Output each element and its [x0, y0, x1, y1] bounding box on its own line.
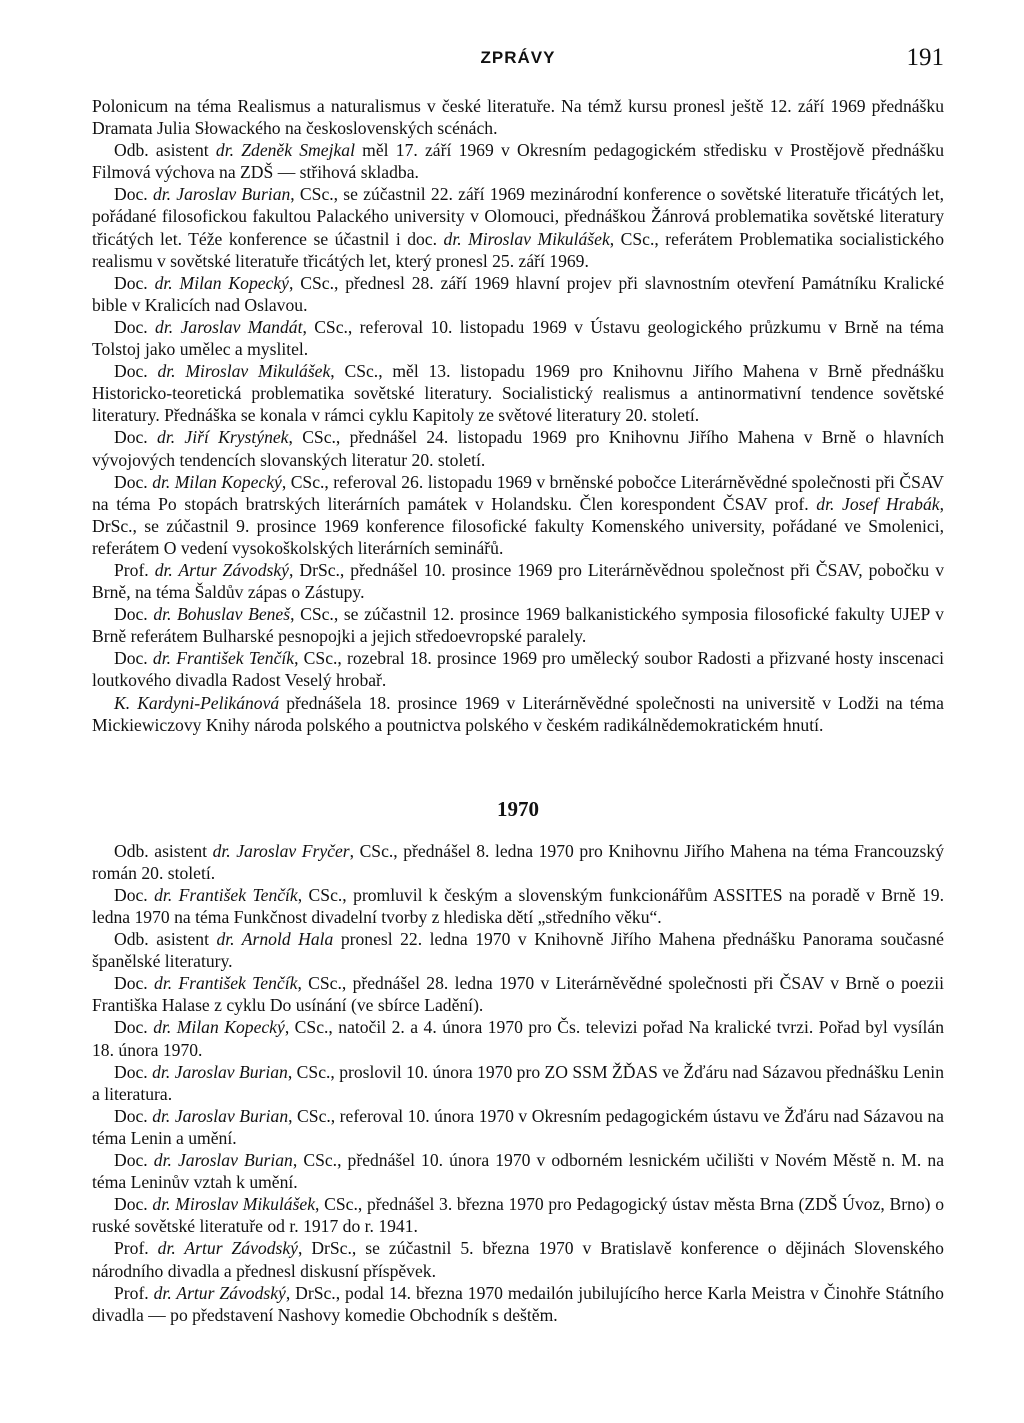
paragraph: Doc. dr. Milan Kopecký, CSc., natočil 2. a 4. února 1970 pro Čs. televizi pořad Na kralické tvrzi. Pořad byl vysílán 18. února 1970.	[92, 1017, 945, 1060]
paragraph: Doc. dr. Milan Kopecký, CSc., referoval 26. listopadu 1969 v brněnské pobočce Literárněvědné společnosti při ČSAV na téma Po stopách bratrských literárních památek v Holandsku. Člen korespondent ČSAV prof. dr. Josef Hrabák, DrSc., se zúčastnil 9. prosince 1969 konference filosofické fakulty Komenského university, pořádané ve Smolenici, referátem O vedení vysokoškolských literárních seminářů.	[92, 471, 944, 558]
paragraph: Doc. dr. Milan Kopecký, CSc., přednesl 28. září 1969 hlavní projev při slavnostním otevření Památníku Kralické bible v Kralicích nad Oslavou.	[92, 272, 945, 315]
paragraph: Doc. dr. František Tenčík, CSc., promluvil k českým a slovenským funkcionářům ASSITES na poradě v Brně 19. ledna 1970 na téma Funkčnost divadelní tvorby z hlediska dětí „středního věku“.	[92, 884, 944, 927]
paragraph: Doc. dr. Miroslav Mikulášek, CSc., měl 13. listopadu 1969 pro Knihovnu Jiřího Mahena v Brně přednášku Historicko-teoretická problematika sovětské literatury. Socialistický realismus a antinormativní tendence sovětské literatury. Přednáška se konala v rámci cyklu Kapitoly ze světové literatury 20. století.	[92, 361, 944, 426]
paragraph: Doc. dr. Jaroslav Burian, CSc., se zúčastnil 22. září 1969 mezinárodní konference o sovětské literatuře třicátých let, pořádané filosofickou fakultou Palackého university v Olomouci, přednáškou Žánrová problematika sovětské literatury třicátých let. Téže konference se účastnil i doc. dr. Miroslav Mikulášek, CSc., referátem Problematika socialistického realismu v sovětské literatuře třicátých let, který pronesl 25. září 1969.	[92, 184, 944, 271]
paragraph: Doc. dr. Jaroslav Mandát, CSc., referoval 10. listopadu 1969 v Ústavu geologického průzkumu v Brně na téma Tolstoj jako umělec a myslitel.	[92, 316, 944, 360]
page-header	[92, 44, 944, 78]
paragraph: Prof. dr. Artur Závodský, DrSc., se zúčastnil 5. března 1970 v Bratislavě konference o dějinách Slovenského národního divadla a přednesl diskusní příspěvek.	[92, 1238, 944, 1281]
paragraph: Doc. dr. Jaroslav Burian, CSc., proslovil 10. února 1970 pro ZO SSM ŽĎAS ve Žďáru nad Sázavou přednášku Lenin a literatura.	[92, 1061, 944, 1104]
paragraph: Doc. dr. Jaroslav Burian, CSc., referoval 10. února 1970 v Okresním pedagogickém ústavu ve Žďáru nad Sázavou na téma Lenin a umění.	[92, 1105, 944, 1148]
paragraph: Doc. dr. František Tenčík, CSc., přednášel 28. ledna 1970 v Literárněvědné společnosti při ČSAV v Brně o poezii Františka Halase z cyklu Do usínání (ve sbírce Ladění).	[92, 973, 944, 1016]
paragraph: Odb. asistent dr. Arnold Hala pronesl 22. ledna 1970 v Knihovně Jiřího Mahena přednášku Panorama současné španělské literatury.	[92, 929, 944, 972]
paragraph: Odb. asistent dr. Zdeněk Smejkal měl 17. září 1969 v Okresním pedagogickém středisku v Prostějově přednášku Filmová výchova na ZDŠ — střihová skladba.	[92, 140, 944, 183]
paragraph: Prof. dr. Artur Závodský, DrSc., přednášel 10. prosince 1969 pro Literárněvědnou společnost při ČSAV, pobočku v Brně, na téma Šaldův zápas o Zástupy.	[92, 559, 944, 603]
running-head: ZPRÁVY	[480, 48, 556, 67]
section-1969	[92, 95, 944, 736]
paragraph: Doc. dr. František Tenčík, CSc., rozebral 18. prosince 1969 pro umělecký soubor Radosti a přizvané hosty inscenaci loutkového divadla Radost Veselý hrobař.	[92, 648, 944, 691]
paragraph: Doc. dr. Miroslav Mikulášek, CSc., přednášel 3. března 1970 pro Pedagogický ústav města Brna (ZDŠ Úvoz, Brno) o ruské sovětské literatuře od r. 1917 do r. 1941.	[92, 1194, 944, 1237]
paragraph: Doc. dr. Jiří Krystýnek, CSc., přednášel 24. listopadu 1969 pro Knihovnu Jiřího Mahena v Brně o hlavních vývojových tendencích slovanských literatur 20. století.	[92, 427, 945, 470]
page-number: 191	[906, 44, 944, 71]
paragraph: Odb. asistent dr. Jaroslav Fryčer, CSc., přednášel 8. ledna 1970 pro Knihovnu Jiřího Mahena na téma Francouzský román 20. století.	[92, 840, 944, 883]
paragraph: Polonicum na téma Realismus a naturalismus v české literatuře. Na témž kursu pronesl ještě 12. září 1969 přednášku Dramata Julia Słowackého na československých scénách.	[92, 96, 944, 139]
paragraph: Prof. dr. Artur Závodský, DrSc., podal 14. března 1970 medailón jubilujícího herce Karla Meistra v Činohře Státního divadla — po představení Nashovy komedie Obchodník s deštěm.	[92, 1282, 944, 1325]
article-body	[92, 95, 944, 1326]
paragraph: Doc. dr. Jaroslav Burian, CSc., přednášel 10. února 1970 v odborném lesnickém učilišti v Novém Městě n. M. na téma Leninův vztah k umění.	[92, 1150, 945, 1193]
year-heading: 1970	[497, 796, 539, 821]
section-1970	[92, 840, 944, 1326]
paragraph: Doc. dr. Bohuslav Beneš, CSc., se zúčastnil 12. prosince 1969 balkanistického symposia filosofické fakulty UJEP v Brně referátem Bulharské pesnopojki a jejich středoevropské paralely.	[92, 604, 944, 647]
paragraph: K. Kardyni-Pelikánová přednášela 18. prosince 1969 v Literárněvědné společnosti na universitě v Lodži na téma Mickiewiczovy Knihy národa polského a poutnictva polského v českém radikálnědemokratickém hnutí.	[92, 692, 944, 735]
